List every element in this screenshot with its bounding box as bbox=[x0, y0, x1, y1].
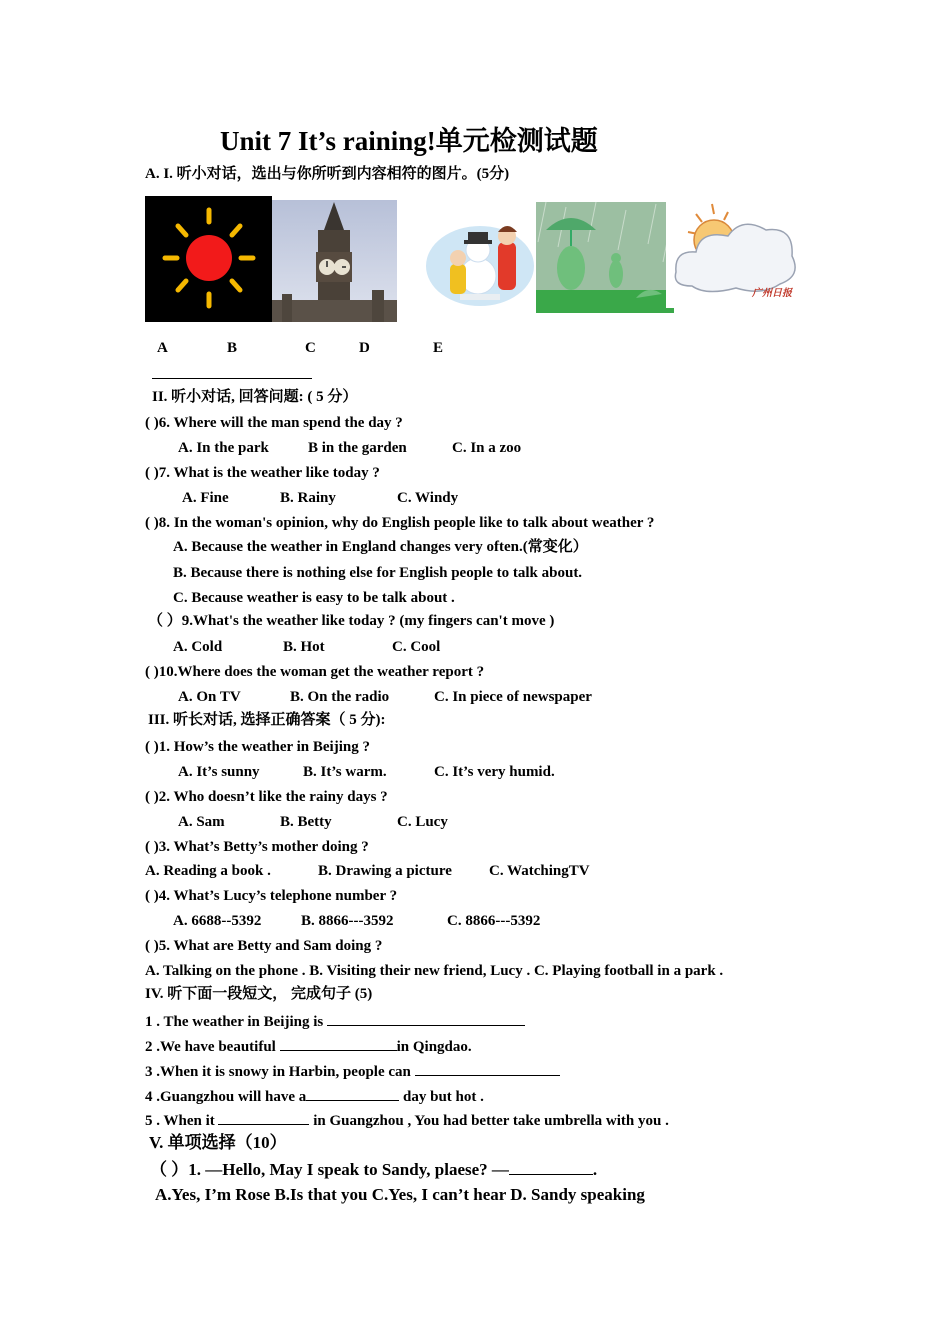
image-label-b: B bbox=[227, 340, 238, 356]
iii-question-3: ( )3. What’s Betty’s mother doing ? bbox=[145, 839, 369, 855]
sentence-2-end: in Qingdao. bbox=[396, 1039, 472, 1055]
iii-q2-option-a: A. Sam bbox=[178, 814, 225, 830]
q8-option-c: C. Because weather is easy to be talk about . bbox=[173, 590, 455, 606]
iii-question-1: ( )1. How’s the weather in Beijing ? bbox=[145, 739, 370, 755]
question-9: （ ）9.What's the weather like today ? (my fingers can't move ) bbox=[148, 613, 555, 629]
v-blank-1[interactable] bbox=[509, 1158, 593, 1175]
sun-icon bbox=[145, 196, 272, 322]
image-label-e: E bbox=[433, 340, 444, 356]
sentence-4-text: 4 .Guangzhou will have a bbox=[145, 1089, 307, 1105]
question-7: ( )7. What is the weather like today ? bbox=[145, 465, 380, 481]
iii-q2-option-b: B. Betty bbox=[280, 814, 332, 830]
iii-q1-option-a: A. It’s sunny bbox=[178, 764, 260, 780]
blank-5[interactable] bbox=[218, 1110, 309, 1125]
answer-line bbox=[152, 378, 312, 379]
part-ii-heading: II. 听小对话, 回答问题: ( 5 分） bbox=[152, 389, 358, 405]
q9-option-b: B. Hot bbox=[283, 639, 325, 655]
iii-q5-options: A. Talking on the phone . B. Visiting their new friend, Lucy . C. Playing football in a park . bbox=[145, 963, 724, 979]
iii-q1-option-c: C. It’s very humid. bbox=[434, 764, 555, 780]
v-q1-options: A.Yes, I’m Rose B.Is that you C.Yes, I can’t hear D. Sandy speaking bbox=[155, 1185, 645, 1204]
part-a-heading: A. I. 听小对话，选出与你所听到内容相符的图片。(5分) bbox=[145, 166, 510, 182]
iii-q4-option-c: C. 8866---5392 bbox=[447, 913, 541, 929]
q8-option-a: A. Because the weather in England changes very often.(常变化） bbox=[173, 539, 588, 555]
iii-question-4: ( )4. What’s Lucy’s telephone number ? bbox=[145, 888, 398, 904]
iii-q3-option-a: A. Reading a book . bbox=[145, 863, 271, 879]
sentence-5-text: 5 . When it bbox=[145, 1113, 219, 1129]
sentence-2 bbox=[145, 1036, 472, 1057]
iii-q2-option-c: C. Lucy bbox=[397, 814, 448, 830]
q6-option-c: C. In a zoo bbox=[452, 440, 522, 456]
iii-q4-option-b: B. 8866---3592 bbox=[301, 913, 394, 929]
v-question-1-text: （ ）1. —Hello, May I speak to Sandy, plaese? — bbox=[150, 1160, 509, 1179]
clock-tower-image bbox=[272, 200, 397, 322]
blank-4[interactable] bbox=[306, 1086, 399, 1101]
blank-3[interactable] bbox=[415, 1061, 560, 1076]
sentence-1-text: 1 . The weather in Beijing is bbox=[145, 1014, 327, 1030]
sentence-3-text: 3 .When it is snowy in Harbin, people can bbox=[145, 1064, 415, 1080]
q9-option-a: A. Cold bbox=[173, 639, 223, 655]
iii-question-5: ( )5. What are Betty and Sam doing ? bbox=[145, 938, 383, 954]
sentence-2-text: 2 .We have beautiful bbox=[145, 1039, 280, 1055]
part-iii-heading: III. 听长对话, 选择正确答案（ 5 分): bbox=[148, 712, 386, 728]
q10-option-c: C. In piece of newspaper bbox=[434, 689, 592, 705]
rain-image bbox=[536, 202, 674, 313]
svg-text:广州日报: 广州日报 bbox=[752, 288, 792, 299]
q7-option-b: B. Rainy bbox=[280, 490, 336, 506]
image-label-c: C bbox=[305, 340, 316, 356]
q9-option-c: C. Cool bbox=[392, 639, 441, 655]
q6-option-b: B in the garden bbox=[308, 440, 407, 456]
q6-option-a: A. In the park bbox=[178, 440, 269, 456]
iii-q1-option-b: B. It’s warm. bbox=[303, 764, 387, 780]
iii-q3-option-b: B. Drawing a picture bbox=[318, 863, 452, 879]
q8-option-b: B. Because there is nothing else for English people to talk about. bbox=[173, 565, 583, 581]
sentence-4-end: day but hot . bbox=[399, 1089, 484, 1105]
iii-q4-option-a: A. 6688--5392 bbox=[173, 913, 262, 929]
blank-2[interactable] bbox=[280, 1036, 397, 1051]
q7-option-c: C. Windy bbox=[397, 490, 459, 506]
q10-option-a: A. On TV bbox=[178, 689, 241, 705]
sentence-4 bbox=[145, 1086, 484, 1107]
page-title: Unit 7 It’s raining!单元检测试题 bbox=[220, 126, 598, 156]
image-label-d: D bbox=[359, 340, 370, 356]
iii-q3-option-c: C. WatchingTV bbox=[489, 863, 590, 879]
question-6: ( )6. Where will the man spend the day ? bbox=[145, 415, 403, 431]
v-question-1-end: . bbox=[592, 1160, 598, 1179]
q10-option-b: B. On the radio bbox=[290, 689, 390, 705]
snowman-image bbox=[420, 196, 536, 308]
sentence-3 bbox=[145, 1061, 560, 1082]
iii-question-2: ( )2. Who doesn’t like the rainy days ? bbox=[145, 789, 388, 805]
sentence-1 bbox=[145, 1011, 525, 1032]
cloud-sun-icon bbox=[666, 196, 804, 308]
sentence-5-end: in Guangzhou , You had better take umbrella with you . bbox=[309, 1113, 669, 1129]
sentence-5 bbox=[145, 1110, 669, 1131]
blank-1[interactable] bbox=[327, 1011, 525, 1026]
part-v-heading: V. 单项选择（10） bbox=[149, 1133, 287, 1152]
question-10: ( )10.Where does the woman get the weather report ? bbox=[145, 664, 485, 680]
question-8: ( )8. In the woman's opinion, why do English people like to talk about weather ? bbox=[145, 515, 655, 531]
part-iv-heading: IV. 听下面一段短文， 完成句子 (5) bbox=[145, 986, 373, 1002]
q7-option-a: A. Fine bbox=[182, 490, 229, 506]
v-question-1 bbox=[150, 1158, 597, 1181]
image-label-a: A bbox=[157, 340, 168, 356]
